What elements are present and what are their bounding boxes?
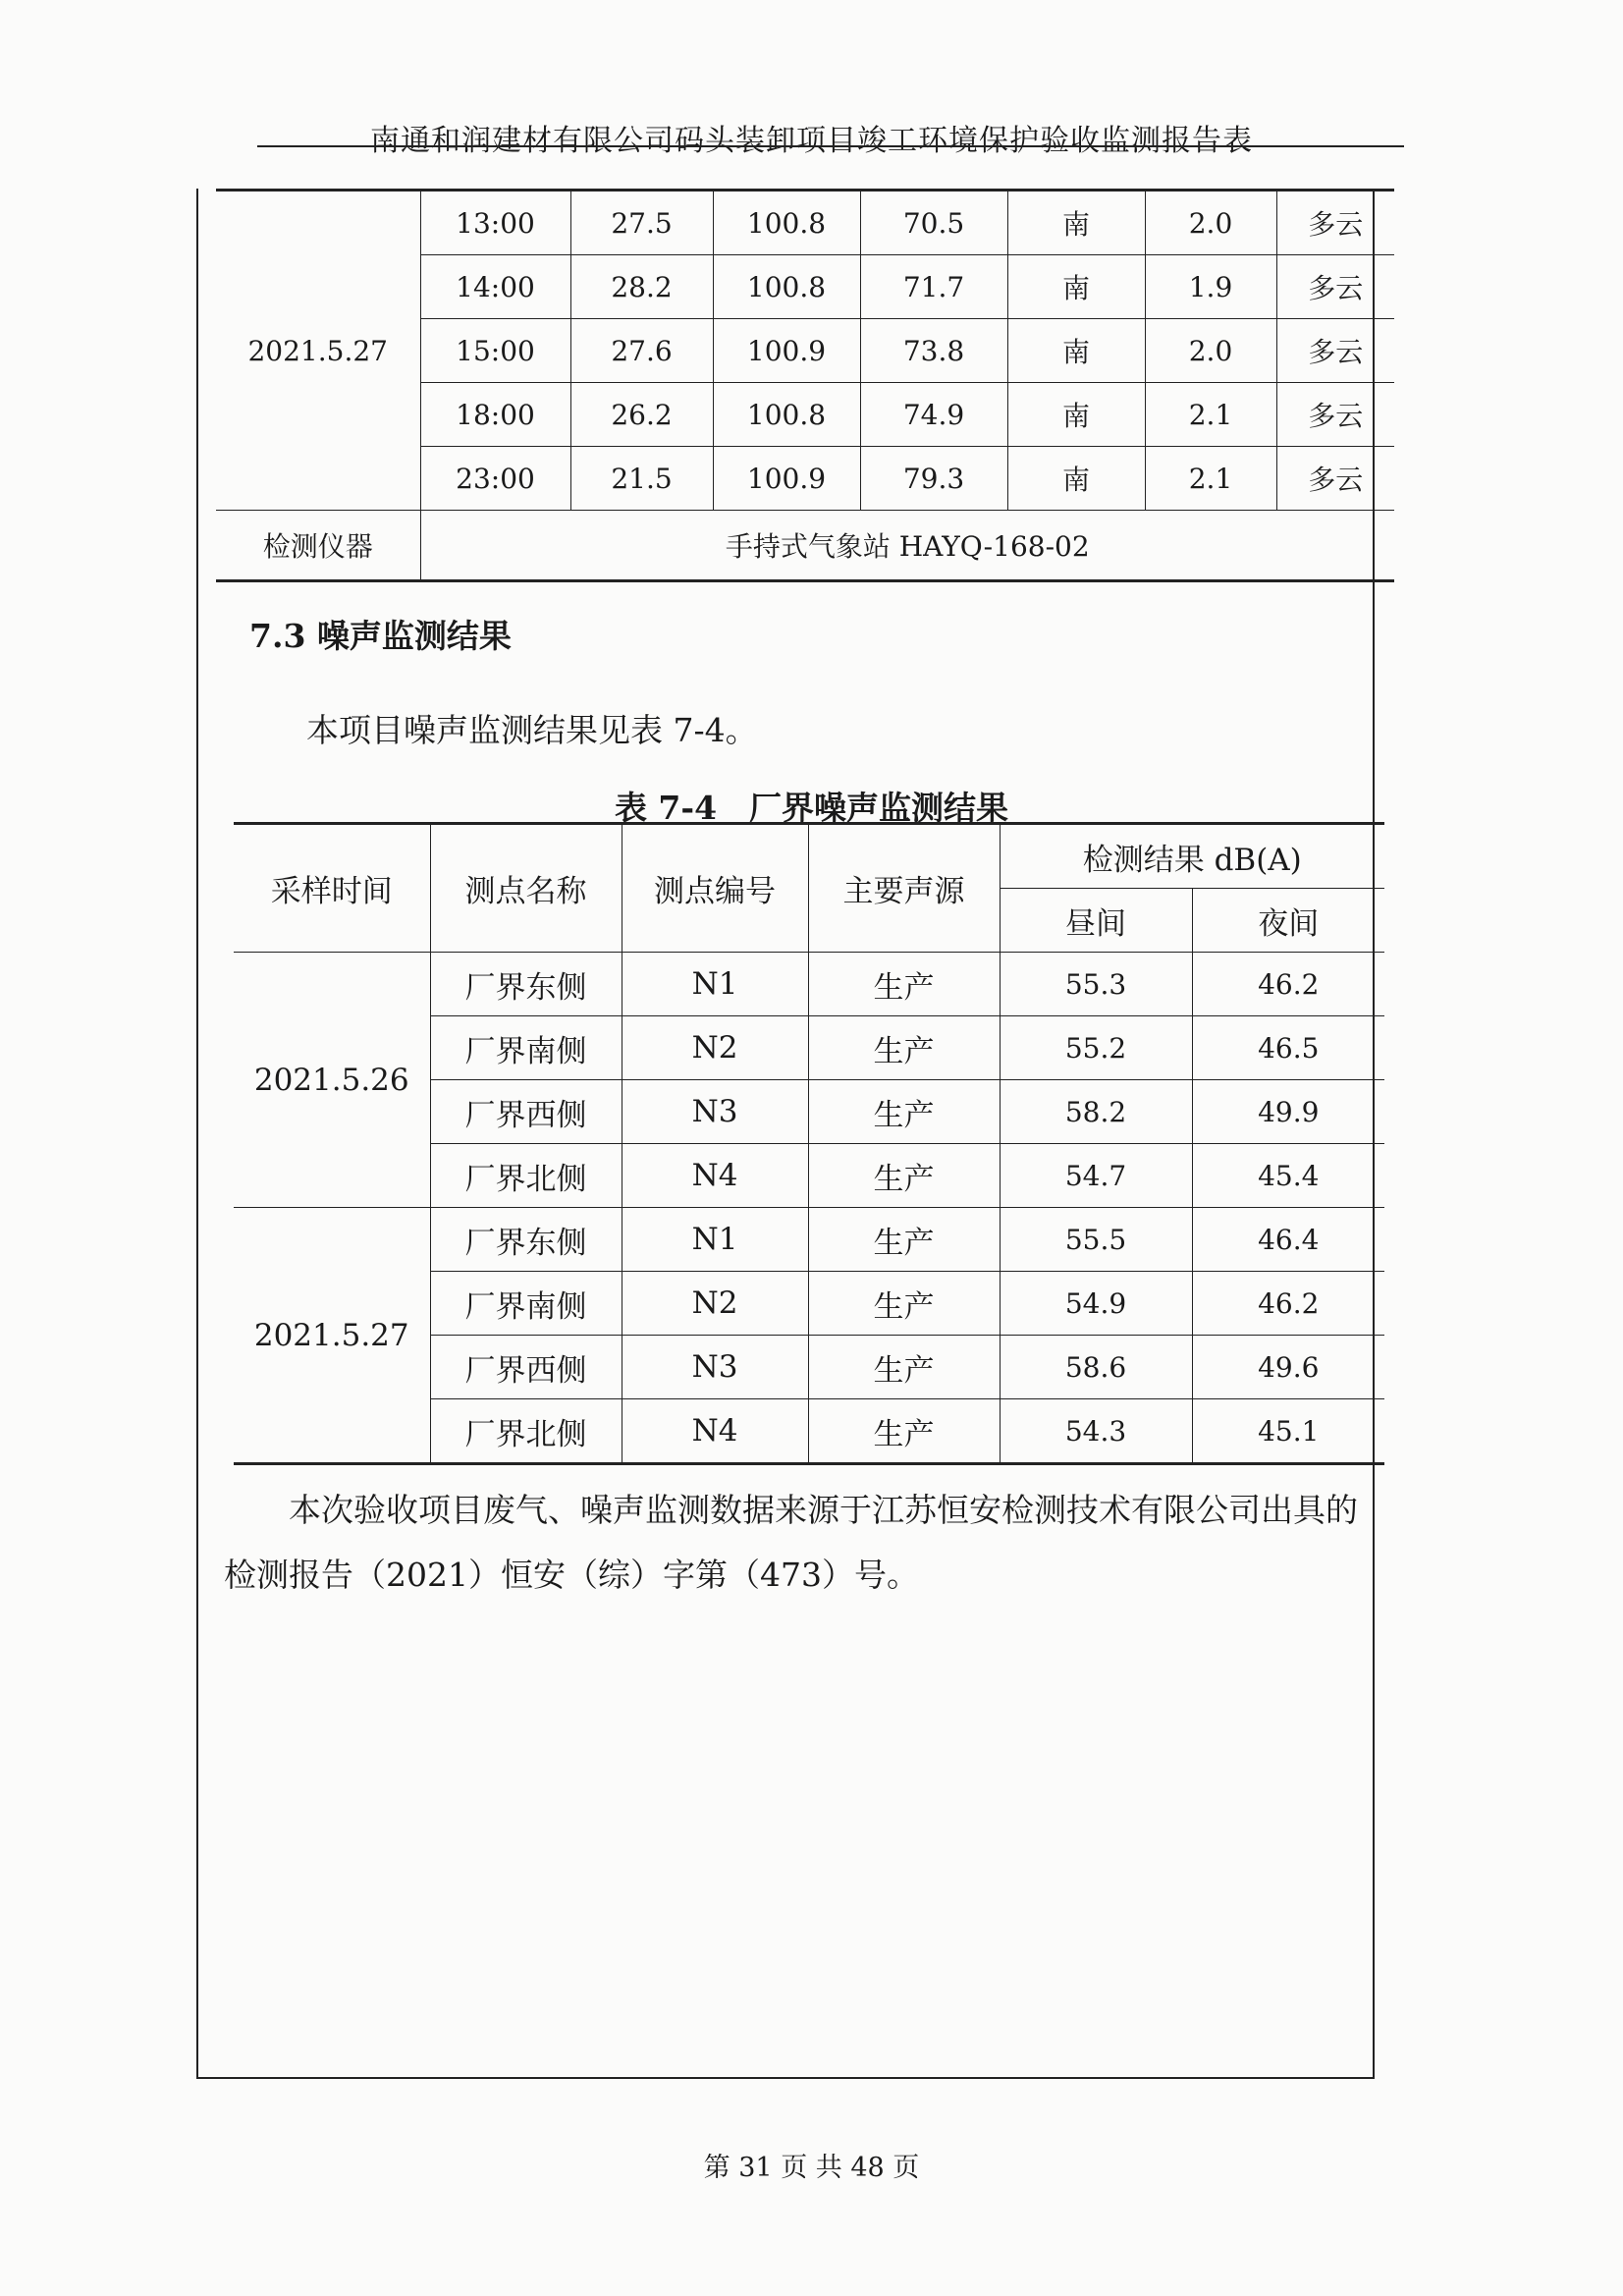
source-cell: 生产 <box>808 953 1000 1016</box>
point-id-header: 测点编号 <box>622 824 808 953</box>
source-cell: 生产 <box>808 1016 1000 1080</box>
sampling-time-header: 采样时间 <box>234 824 430 953</box>
wind-direction-cell: 南 <box>1007 383 1145 447</box>
wind-speed-cell: 2.1 <box>1145 383 1276 447</box>
night-value-cell: 49.9 <box>1192 1080 1384 1144</box>
pressure-cell: 100.8 <box>713 255 860 319</box>
point-id-cell: N4 <box>622 1399 808 1464</box>
weather-cell: 多云 <box>1276 255 1394 319</box>
weather-cell: 多云 <box>1276 191 1394 255</box>
night-value-cell: 49.6 <box>1192 1336 1384 1399</box>
noise-row <box>234 953 1384 1016</box>
time-cell: 13:00 <box>420 191 570 255</box>
noise-row <box>234 1208 1384 1272</box>
night-header: 夜间 <box>1192 889 1384 953</box>
pressure-cell: 100.8 <box>713 191 860 255</box>
day-header: 昼间 <box>1000 889 1192 953</box>
weather-cell: 多云 <box>1276 319 1394 383</box>
source-cell: 生产 <box>808 1399 1000 1464</box>
night-value-cell: 46.5 <box>1192 1016 1384 1080</box>
closing-paragraph: 本次验收项目废气、噪声监测数据来源于江苏恒安检测技术有限公司出具的检测报告（2021）恒安（综）字第（473）号。 <box>224 1491 1358 1594</box>
pressure-cell: 100.9 <box>713 447 860 511</box>
noise-header-row <box>234 824 1384 889</box>
noise-table <box>234 822 1384 1465</box>
point-id-cell: N3 <box>622 1336 808 1399</box>
section-heading: 7.3 噪声监测结果 <box>249 617 512 655</box>
night-value-cell: 46.4 <box>1192 1208 1384 1272</box>
weather-row <box>216 191 1394 255</box>
weather-cell: 多云 <box>1276 447 1394 511</box>
time-cell: 18:00 <box>420 383 570 447</box>
point-name-cell: 厂界西侧 <box>430 1336 622 1399</box>
humidity-cell: 79.3 <box>860 447 1007 511</box>
pressure-cell: 100.8 <box>713 383 860 447</box>
point-id-cell: N2 <box>622 1016 808 1080</box>
noise-date-cell: 2021.5.26 <box>234 953 430 1208</box>
wind-direction-cell: 南 <box>1007 447 1145 511</box>
source-cell: 生产 <box>808 1144 1000 1208</box>
header-rule <box>257 145 1404 147</box>
instrument-value: 手持式气象站 HAYQ-168-02 <box>420 511 1394 581</box>
intro-paragraph: 本项目噪声监测结果见表 7-4。 <box>306 711 758 749</box>
point-name-cell: 厂界东侧 <box>430 953 622 1016</box>
weather-date-cell: 2021.5.27 <box>216 191 420 511</box>
day-value-cell: 54.9 <box>1000 1272 1192 1336</box>
wind-speed-cell: 1.9 <box>1145 255 1276 319</box>
source-cell: 生产 <box>808 1272 1000 1336</box>
time-cell: 15:00 <box>420 319 570 383</box>
point-name-cell: 厂界北侧 <box>430 1399 622 1464</box>
source-cell: 生产 <box>808 1208 1000 1272</box>
point-id-cell: N2 <box>622 1272 808 1336</box>
source-cell: 生产 <box>808 1080 1000 1144</box>
wind-speed-cell: 2.0 <box>1145 319 1276 383</box>
temperature-cell: 28.2 <box>570 255 713 319</box>
point-id-cell: N3 <box>622 1080 808 1144</box>
point-id-cell: N1 <box>622 1208 808 1272</box>
humidity-cell: 71.7 <box>860 255 1007 319</box>
point-id-cell: N1 <box>622 953 808 1016</box>
point-name-cell: 厂界北侧 <box>430 1144 622 1208</box>
temperature-cell: 27.6 <box>570 319 713 383</box>
temperature-cell: 27.5 <box>570 191 713 255</box>
day-value-cell: 54.7 <box>1000 1144 1192 1208</box>
humidity-cell: 70.5 <box>860 191 1007 255</box>
night-value-cell: 46.2 <box>1192 953 1384 1016</box>
wind-direction-cell: 南 <box>1007 191 1145 255</box>
pressure-cell: 100.9 <box>713 319 860 383</box>
wind-speed-cell: 2.0 <box>1145 191 1276 255</box>
night-value-cell: 46.2 <box>1192 1272 1384 1336</box>
temperature-cell: 21.5 <box>570 447 713 511</box>
page-number: 第 31 页 共 48 页 <box>703 2153 920 2183</box>
point-name-cell: 厂界西侧 <box>430 1080 622 1144</box>
time-cell: 14:00 <box>420 255 570 319</box>
wind-speed-cell: 2.1 <box>1145 447 1276 511</box>
report-header-title: 南通和润建材有限公司码头装卸项目竣工环境保护验收监测报告表 <box>370 124 1253 158</box>
time-cell: 23:00 <box>420 447 570 511</box>
temperature-cell: 26.2 <box>570 383 713 447</box>
night-value-cell: 45.4 <box>1192 1144 1384 1208</box>
weather-cell: 多云 <box>1276 383 1394 447</box>
source-cell: 生产 <box>808 1336 1000 1399</box>
point-name-cell: 厂界南侧 <box>430 1272 622 1336</box>
humidity-cell: 74.9 <box>860 383 1007 447</box>
instrument-row <box>216 511 1394 581</box>
point-name-header: 测点名称 <box>430 824 622 953</box>
day-value-cell: 58.2 <box>1000 1080 1192 1144</box>
point-name-cell: 厂界东侧 <box>430 1208 622 1272</box>
night-value-cell: 45.1 <box>1192 1399 1384 1464</box>
humidity-cell: 73.8 <box>860 319 1007 383</box>
day-value-cell: 55.5 <box>1000 1208 1192 1272</box>
day-value-cell: 58.6 <box>1000 1336 1192 1399</box>
day-value-cell: 54.3 <box>1000 1399 1192 1464</box>
point-id-cell: N4 <box>622 1144 808 1208</box>
day-value-cell: 55.3 <box>1000 953 1192 1016</box>
main-source-header: 主要声源 <box>808 824 1000 953</box>
noise-date-cell: 2021.5.27 <box>234 1208 430 1464</box>
noise-table-caption: 表 7-4 厂界噪声监测结果 <box>614 789 1009 827</box>
wind-direction-cell: 南 <box>1007 319 1145 383</box>
instrument-label: 检测仪器 <box>216 511 420 581</box>
point-name-cell: 厂界南侧 <box>430 1016 622 1080</box>
wind-direction-cell: 南 <box>1007 255 1145 319</box>
result-header: 检测结果 dB(A) <box>1000 824 1384 889</box>
weather-table <box>216 189 1394 582</box>
day-value-cell: 55.2 <box>1000 1016 1192 1080</box>
